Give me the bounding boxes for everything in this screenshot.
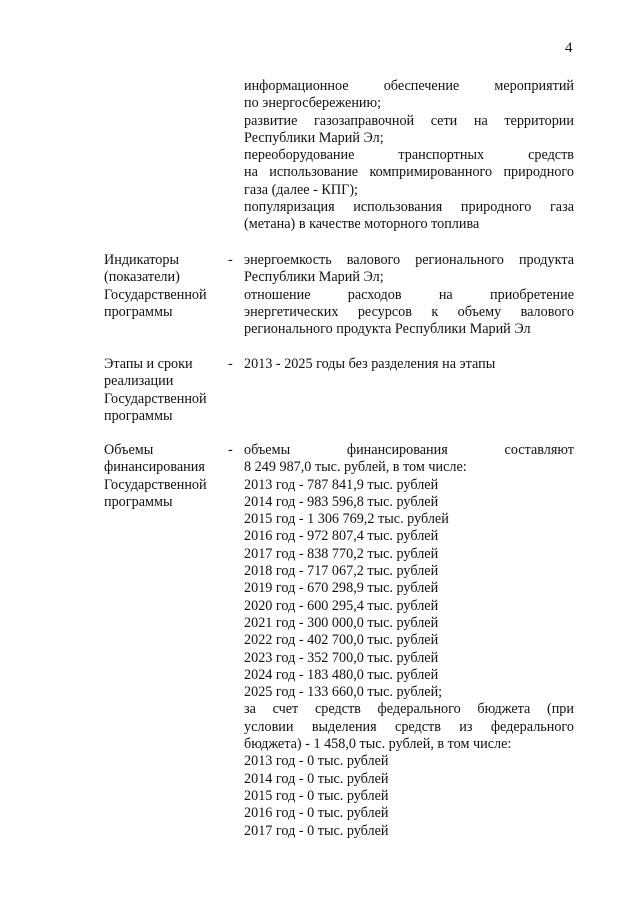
intro-line: популяризация использования природного газа — [244, 199, 574, 216]
intro-line: (метана) в качестве моторного топлива — [244, 216, 480, 233]
content-line: 2014 год - 0 тыс. рублей — [244, 770, 389, 787]
content-line: 2022 год - 402 700,0 тыс. рублей — [244, 632, 439, 649]
intro-line: переоборудование транспортных средств — [244, 147, 574, 164]
label-line: программы — [104, 407, 173, 424]
intro-line: информационное обеспечение мероприятий — [244, 78, 574, 94]
indicators-label — [104, 252, 222, 321]
dash-separator: - — [228, 442, 233, 458]
content-line: 2014 год - 983 596,8 тыс. рублей — [244, 493, 439, 510]
content-line: 2013 год - 787 841,9 тыс. рублей — [244, 476, 439, 493]
label-line: реализации — [104, 373, 174, 390]
content-line: регионального продукта Республики Марий Эл — [244, 321, 531, 338]
content-line: 2020 год - 600 295,4 тыс. рублей — [244, 597, 439, 614]
label-line: Государственной — [104, 476, 207, 493]
content-line: 2013 - 2025 годы без разделения на этапы — [244, 356, 496, 372]
intro-text — [244, 78, 574, 234]
intro-line: развитие газозаправочной сети на территории — [244, 112, 574, 129]
content-line: 2024 год - 183 480,0 тыс. рублей — [244, 666, 439, 683]
content-line: 2015 год - 0 тыс. рублей — [244, 787, 389, 804]
content-line: 2025 год - 133 660,0 тыс. рублей; — [244, 684, 443, 701]
label-line: Государственной — [104, 390, 207, 407]
content-line: 2013 год - 0 тыс. рублей — [244, 753, 389, 770]
intro-line: по энергосбережению; — [244, 95, 382, 112]
label-line: Объемы — [104, 442, 154, 458]
page-number: 4 — [565, 40, 573, 56]
content-line: 8 249 987,0 тыс. рублей, в том числе: — [244, 459, 467, 476]
intro-line: газа (далее - КПГ); — [244, 181, 358, 198]
content-line: 2016 год - 0 тыс. рублей — [244, 805, 389, 822]
label-line: (показатели) — [104, 269, 180, 286]
content-line: бюджета) - 1 458,0 тыс. рублей, в том числе: — [244, 736, 512, 753]
funding-label — [104, 442, 222, 511]
label-line: Этапы и сроки — [104, 356, 193, 372]
content-line: условии выделения средств из федерального — [244, 718, 574, 735]
content-line: Республики Марий Эл; — [244, 269, 384, 286]
content-line: энергоемкость валового регионального продукта — [244, 252, 574, 268]
funding-content — [244, 442, 574, 840]
content-line: 2021 год - 300 000,0 тыс. рублей — [244, 614, 439, 631]
label-line: Индикаторы — [104, 252, 179, 268]
dash-separator: - — [228, 252, 233, 268]
label-line: финансирования — [104, 459, 205, 476]
content-line: 2017 год - 838 770,2 тыс. рублей — [244, 545, 439, 562]
content-line: отношение расходов на приобретение — [244, 286, 574, 303]
intro-line: на использование компримированного природного — [244, 164, 574, 181]
label-line: программы — [104, 493, 173, 510]
content-line: 2017 год - 0 тыс. рублей — [244, 822, 389, 839]
dash-separator: - — [228, 356, 233, 372]
label-line: Государственной — [104, 286, 207, 303]
indicators-content — [244, 252, 574, 338]
content-line: 2023 год - 352 700,0 тыс. рублей — [244, 649, 439, 666]
content-line: за счет средств федерального бюджета (при — [244, 701, 574, 718]
label-line: программы — [104, 303, 173, 320]
content-line: 2015 год - 1 306 769,2 тыс. рублей — [244, 511, 449, 528]
content-line: объемы финансирования составляют — [244, 442, 574, 458]
content-line: 2019 год - 670 298,9 тыс. рублей — [244, 580, 439, 597]
content-line: 2016 год - 972 807,4 тыс. рублей — [244, 528, 439, 545]
content-line: 2018 год - 717 067,2 тыс. рублей — [244, 563, 439, 580]
stages-content — [244, 356, 574, 373]
content-line: энергетических ресурсов к объему валового — [244, 303, 574, 320]
stages-label — [104, 356, 222, 425]
intro-line: Республики Марий Эл; — [244, 129, 384, 146]
